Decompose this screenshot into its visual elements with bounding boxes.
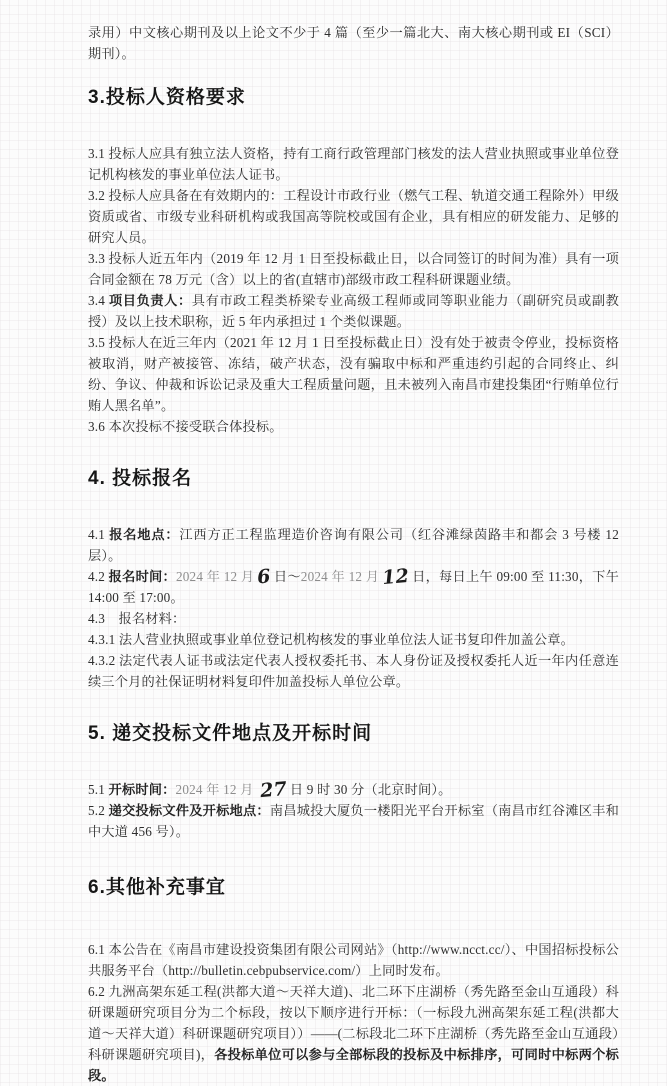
paragraph-6-1: 6.1 本公告在《南昌市建设投资集团有限公司网站》（http://www.ncct.cc/）、中国招标投标公共服务平台（http://bulletin.cebpubservice.com/）上同时发布。	[88, 942, 619, 978]
item-label: 开标时间：	[108, 782, 176, 797]
item-number: 4.1	[88, 527, 110, 542]
paragraph-4-3: 4.3 报名材料：	[88, 611, 186, 626]
item-text: 日～	[273, 569, 301, 584]
paragraph-continuation: 录用）中文核心期刊及以上论文不少于 4 篇（至少一篇北大、南大核心期刊或 EI（SCI）期刊）。	[88, 25, 619, 61]
paragraph-3-4	[88, 290, 619, 332]
paragraph-5-2	[88, 800, 619, 842]
paragraph-4-1	[88, 524, 619, 566]
section-3-heading: 3.投标人资格要求	[88, 87, 246, 108]
item-label: 报名时间：	[108, 569, 176, 584]
section-5-heading: 5. 递交投标文件地点及开标时间	[88, 723, 373, 744]
paragraph-3-1: 3.1 投标人应具有独立法人资格，持有工商行政管理部门核发的法人营业执照或事业单位登记机构核发的事业单位法人证书。	[88, 146, 619, 182]
item-label: 报名地点：	[109, 527, 180, 542]
paragraph-3-6: 3.6 本次投标不接受联合体投标。	[88, 419, 283, 434]
handwritten-day-27: 27	[259, 777, 288, 803]
paragraph-4-3-1: 4.3.1 法人营业执照或事业单位登记机构核发的事业单位法人证书复印件加盖公章。	[88, 632, 575, 647]
paragraph-3-5: 3.5 投标人在近三年内（2021 年 12 月 1 日至投标截止日）没有处于被责令停业，投标资格被取消，财产被接管、冻结，破产状态，没有骗取中标和严重违约引起的合同终止、纠纷、争议、仲裁和诉讼记录及重大工程质量问题，且未被列入南昌市建投集团“行贿单位行贿人黑名单”。	[88, 335, 619, 413]
item-text: 日 9 时 30 分（北京时间）。	[289, 782, 452, 797]
item-number: 3.4	[88, 293, 109, 308]
item-label: 递交投标文件及开标地点：	[108, 803, 270, 818]
section-4-heading: 4. 投标报名	[88, 468, 193, 489]
item-text: 6.2 九洲高架东延工程(洪都大道～天祥大道)、北二环下庄湖桥（秀先路至金山互通段）科研课题研究项目分为二个标段，按以下顺序进行开标：（一标段九洲高架东延工程(洪都大道～天祥大道）科研课题研究项目））——(二标段北二环下庄湖桥（秀先路至金山互通段）科研课题研究项目)，	[88, 984, 619, 1062]
paragraph-5-1	[88, 777, 619, 803]
item-number: 4.2	[88, 569, 109, 584]
item-text: 南昌城投大厦负一楼阳光平台开标室（南昌市红谷滩区丰和中大道 456 号）。	[88, 803, 620, 839]
handwritten-day-6: 6	[256, 565, 272, 589]
paragraph-4-2	[88, 566, 619, 608]
item-text-bold: 各投标单位可以参与全部标段的投标及中标排序，可同时中标两个标段。	[88, 1047, 619, 1083]
handwritten-day-12: 12	[381, 564, 411, 590]
item-text: 具有市政工程类桥梁专业高级工程师或同等职业能力（副研究员或副教授）及以上技术职称，近 5 年内承担过 1 个类似课题。	[88, 293, 620, 329]
item-text: 江西方正工程监理造价咨询有限公司（红谷滩绿茵路丰和都会 3 号楼 12 层）。	[88, 527, 620, 563]
printed-date: 2024 年 12 月	[175, 569, 255, 584]
section-6-heading: 6.其他补充事宜	[88, 877, 226, 898]
item-number: 5.1	[88, 782, 109, 797]
item-number: 5.2	[88, 803, 109, 818]
item-label: 项目负责人：	[109, 293, 192, 308]
printed-date: 2024 年 12 月	[175, 782, 258, 797]
paragraph-3-2: 3.2 投标人应具备在有效期内的：工程设计市政行业（燃气工程、轨道交通工程除外）甲级资质或省、市级专业科研机构或我国高等院校或国有企业，具有相应的研发能力、足够的研究人员。	[88, 188, 619, 245]
printed-date: 2024 年 12 月	[300, 569, 380, 584]
paragraph-6-2	[88, 981, 619, 1086]
paragraph-4-3-2: 4.3.2 法定代表人证书或法定代表人授权委托书、本人身份证及授权委托人近一年内任意连续三个月的社保证明材料复印件加盖投标人单位公章。	[88, 653, 619, 689]
item-text: 日，每日上午 09:00 至 11:30，下午 14:00 至 17:00。	[88, 569, 620, 605]
paragraph-3-3: 3.3 投标人近五年内（2019 年 12 月 1 日至投标截止日，以合同签订的时间为准）具有一项合同金额在 78 万元（含）以上的省(直辖市)部级市政工程科研课题业绩。	[88, 251, 619, 287]
